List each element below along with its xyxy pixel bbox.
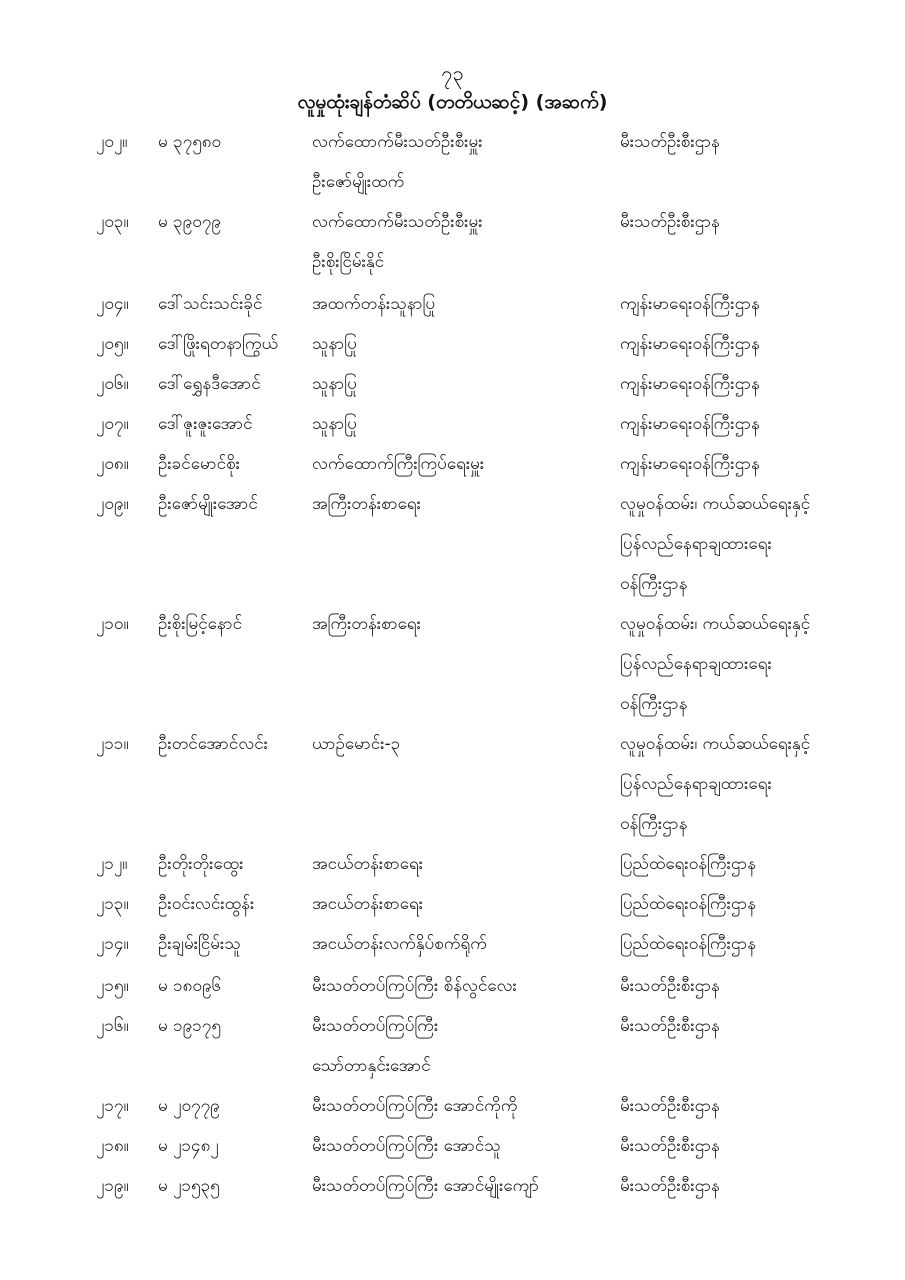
row-number: ၂၁၉။ xyxy=(96,1176,129,1196)
recipient-position: အငယ်တန်းစာရေး xyxy=(312,894,424,914)
recipient-name: ဒေါ်ဖြိုးရတနာကြွယ် xyxy=(158,334,279,354)
row-number: ၂၁၄။ xyxy=(96,934,129,954)
row-number: ၂၀၄။ xyxy=(96,294,129,314)
row-number: ၂၀၆။ xyxy=(96,374,129,394)
recipient-position: သူနာပြု xyxy=(312,374,357,394)
recipient-department: မီးသတ်ဦးစီးဌာန xyxy=(620,1136,720,1156)
recipient-name: ဒေါ်ဇူးဇူးအောင် xyxy=(158,414,253,434)
recipient-position: အကြီးတန်းစာရေး xyxy=(312,494,421,514)
page-number: ၇၃ xyxy=(441,61,464,85)
recipient-department: ဝန်ကြီးဌာန xyxy=(620,694,688,714)
recipient-position: လက်ထောက်မီးသတ်ဦးစီးမှူး xyxy=(312,212,483,232)
page-title: လူမှုထုံးချန်တံဆိပ် (တတိယဆင့်) (အဆက်) xyxy=(297,91,608,113)
recipient-department: မီးသတ်ဦးစီးဌာန xyxy=(620,1096,720,1116)
recipient-name: မ ၃၇၅၈၀ xyxy=(158,132,222,152)
recipient-department: မီးသတ်ဦးစီးဌာန xyxy=(620,1176,720,1196)
recipient-department: ပြန်လည်နေရာချထားရေး xyxy=(620,534,772,554)
recipient-name: ဒေါ်သင်းသင်းခိုင် xyxy=(158,294,263,314)
recipient-name: မ ၁၈၀၉၆ xyxy=(158,976,222,996)
row-number: ၂၀၂။ xyxy=(96,132,128,152)
recipient-department: ပြန်လည်နေရာချထားရေး xyxy=(620,654,772,674)
recipient-department: ဝန်ကြီးဌာန xyxy=(620,574,688,594)
recipient-department: ကျန်းမာရေးဝန်ကြီးဌာန xyxy=(620,294,760,314)
recipient-name: ဒေါ်ရွှေနဒီအောင် xyxy=(158,374,261,394)
recipient-department: ပြည်ထဲရေးဝန်ကြီးဌာန xyxy=(620,854,757,874)
row-number: ၂၀၈။ xyxy=(96,454,129,474)
recipient-position: မီးသတ်တပ်ကြပ်ကြီး xyxy=(312,1016,439,1036)
recipient-department: မီးသတ်ဦးစီးဌာန xyxy=(620,212,720,232)
recipient-name: ဦးတိုးတိုးထွေး xyxy=(158,854,244,874)
recipient-department: ပြန်လည်နေရာချထားရေး xyxy=(620,774,772,794)
recipient-position: မီးသတ်တပ်ကြပ်ကြီး အောင်မျိုးကျော် xyxy=(312,1176,539,1196)
row-number: ၂၀၃။ xyxy=(96,212,129,232)
recipient-department: ပြည်ထဲရေးဝန်ကြီးဌာန xyxy=(620,894,757,914)
recipient-position: အထက်တန်းသူနာပြု xyxy=(312,294,436,314)
recipient-department: ကျန်းမာရေးဝန်ကြီးဌာန xyxy=(620,414,760,434)
row-number: ၂၁၁။ xyxy=(96,734,129,754)
recipient-position: ဦးဇော်မျိုးထက် xyxy=(312,172,405,192)
recipient-name: မ ၂၁၅၃၅ xyxy=(158,1176,220,1196)
recipient-name: ဦးချမ်းငြိမ်းသူ xyxy=(158,934,241,954)
recipient-department: မီးသတ်ဦးစီးဌာန xyxy=(620,976,720,996)
recipient-department: မီးသတ်ဦးစီးဌာန xyxy=(620,132,720,152)
row-number: ၂၁၃။ xyxy=(96,894,129,914)
recipient-position: လက်ထောက်မီးသတ်ဦးစီးမှူး xyxy=(312,132,483,152)
row-number: ၂၀၅။ xyxy=(96,334,129,354)
row-number: ၂၀၉။ xyxy=(96,494,129,514)
row-number: ၂၁၈။ xyxy=(96,1136,129,1156)
recipient-position: အငယ်တန်းလက်နှိပ်စက်ရိုက် xyxy=(312,934,487,954)
row-number: ၂၁၅။ xyxy=(96,976,129,996)
recipient-position: သော်တာနှင်းအောင် xyxy=(312,1056,431,1076)
recipient-position: အငယ်တန်းစာရေး xyxy=(312,854,424,874)
recipient-name: မ ၂၀၇၇၉ xyxy=(158,1096,220,1116)
recipient-name: မ ၂၁၄၈၂ xyxy=(158,1136,219,1156)
recipient-name: မ ၁၉၁၇၅ xyxy=(158,1016,221,1036)
recipient-name: မ ၃၉၀၇၉ xyxy=(158,212,221,232)
recipient-department: ကျန်းမာရေးဝန်ကြီးဌာန xyxy=(620,374,760,394)
recipient-position: လက်ထောက်ကြီးကြပ်ရေးမှူး xyxy=(312,454,485,474)
recipient-position: မီးသတ်တပ်ကြပ်ကြီး စိန်လွင်လေး xyxy=(312,976,517,996)
row-number: ၂၁၀။ xyxy=(96,614,129,634)
recipient-name: ဦးစိုးမြင့်နောင် xyxy=(158,614,243,634)
recipient-department: ဝန်ကြီးဌာန xyxy=(620,814,688,834)
recipient-position: အကြီးတန်းစာရေး xyxy=(312,614,421,634)
recipient-position: သူနာပြု xyxy=(312,414,357,434)
row-number: ၂၀၇။ xyxy=(96,414,129,434)
recipient-position: ဦးစိုးငြိမ်းနိုင် xyxy=(312,252,385,272)
recipient-name: ဦးတင်အောင်လင်း xyxy=(158,734,269,754)
recipient-department: မီးသတ်ဦးစီးဌာန xyxy=(620,1016,720,1036)
recipient-name: ဦးခင်မောင်စိုး xyxy=(158,454,240,474)
recipient-position: မီးသတ်တပ်ကြပ်ကြီး အောင်ကိုကို xyxy=(312,1096,518,1116)
recipient-name: ဦးဝင်းလင်းထွန်း xyxy=(158,894,255,914)
recipient-department: လူမှုဝန်ထမ်း၊ ကယ်ဆယ်ရေးနှင့် xyxy=(620,614,811,634)
recipient-department: ကျန်းမာရေးဝန်ကြီးဌာန xyxy=(620,334,760,354)
recipient-position: မီးသတ်တပ်ကြပ်ကြီး အောင်သူ xyxy=(312,1136,501,1156)
recipient-name: ဦးဇော်မျိုးအောင် xyxy=(158,494,258,514)
row-number: ၂၁၆။ xyxy=(96,1016,129,1036)
recipient-position: ယာဉ်မောင်း-၃ xyxy=(312,734,401,754)
row-number: ၂၁၂။ xyxy=(96,854,128,874)
recipient-position: သူနာပြု xyxy=(312,334,357,354)
recipient-department: လူမှုဝန်ထမ်း၊ ကယ်ဆယ်ရေးနှင့် xyxy=(620,494,811,514)
recipient-department: ပြည်ထဲရေးဝန်ကြီးဌာန xyxy=(620,934,757,954)
recipient-department: လူမှုဝန်ထမ်း၊ ကယ်ဆယ်ရေးနှင့် xyxy=(620,734,811,754)
recipient-department: ကျန်းမာရေးဝန်ကြီးဌာန xyxy=(620,454,760,474)
row-number: ၂၁၇။ xyxy=(96,1096,129,1116)
